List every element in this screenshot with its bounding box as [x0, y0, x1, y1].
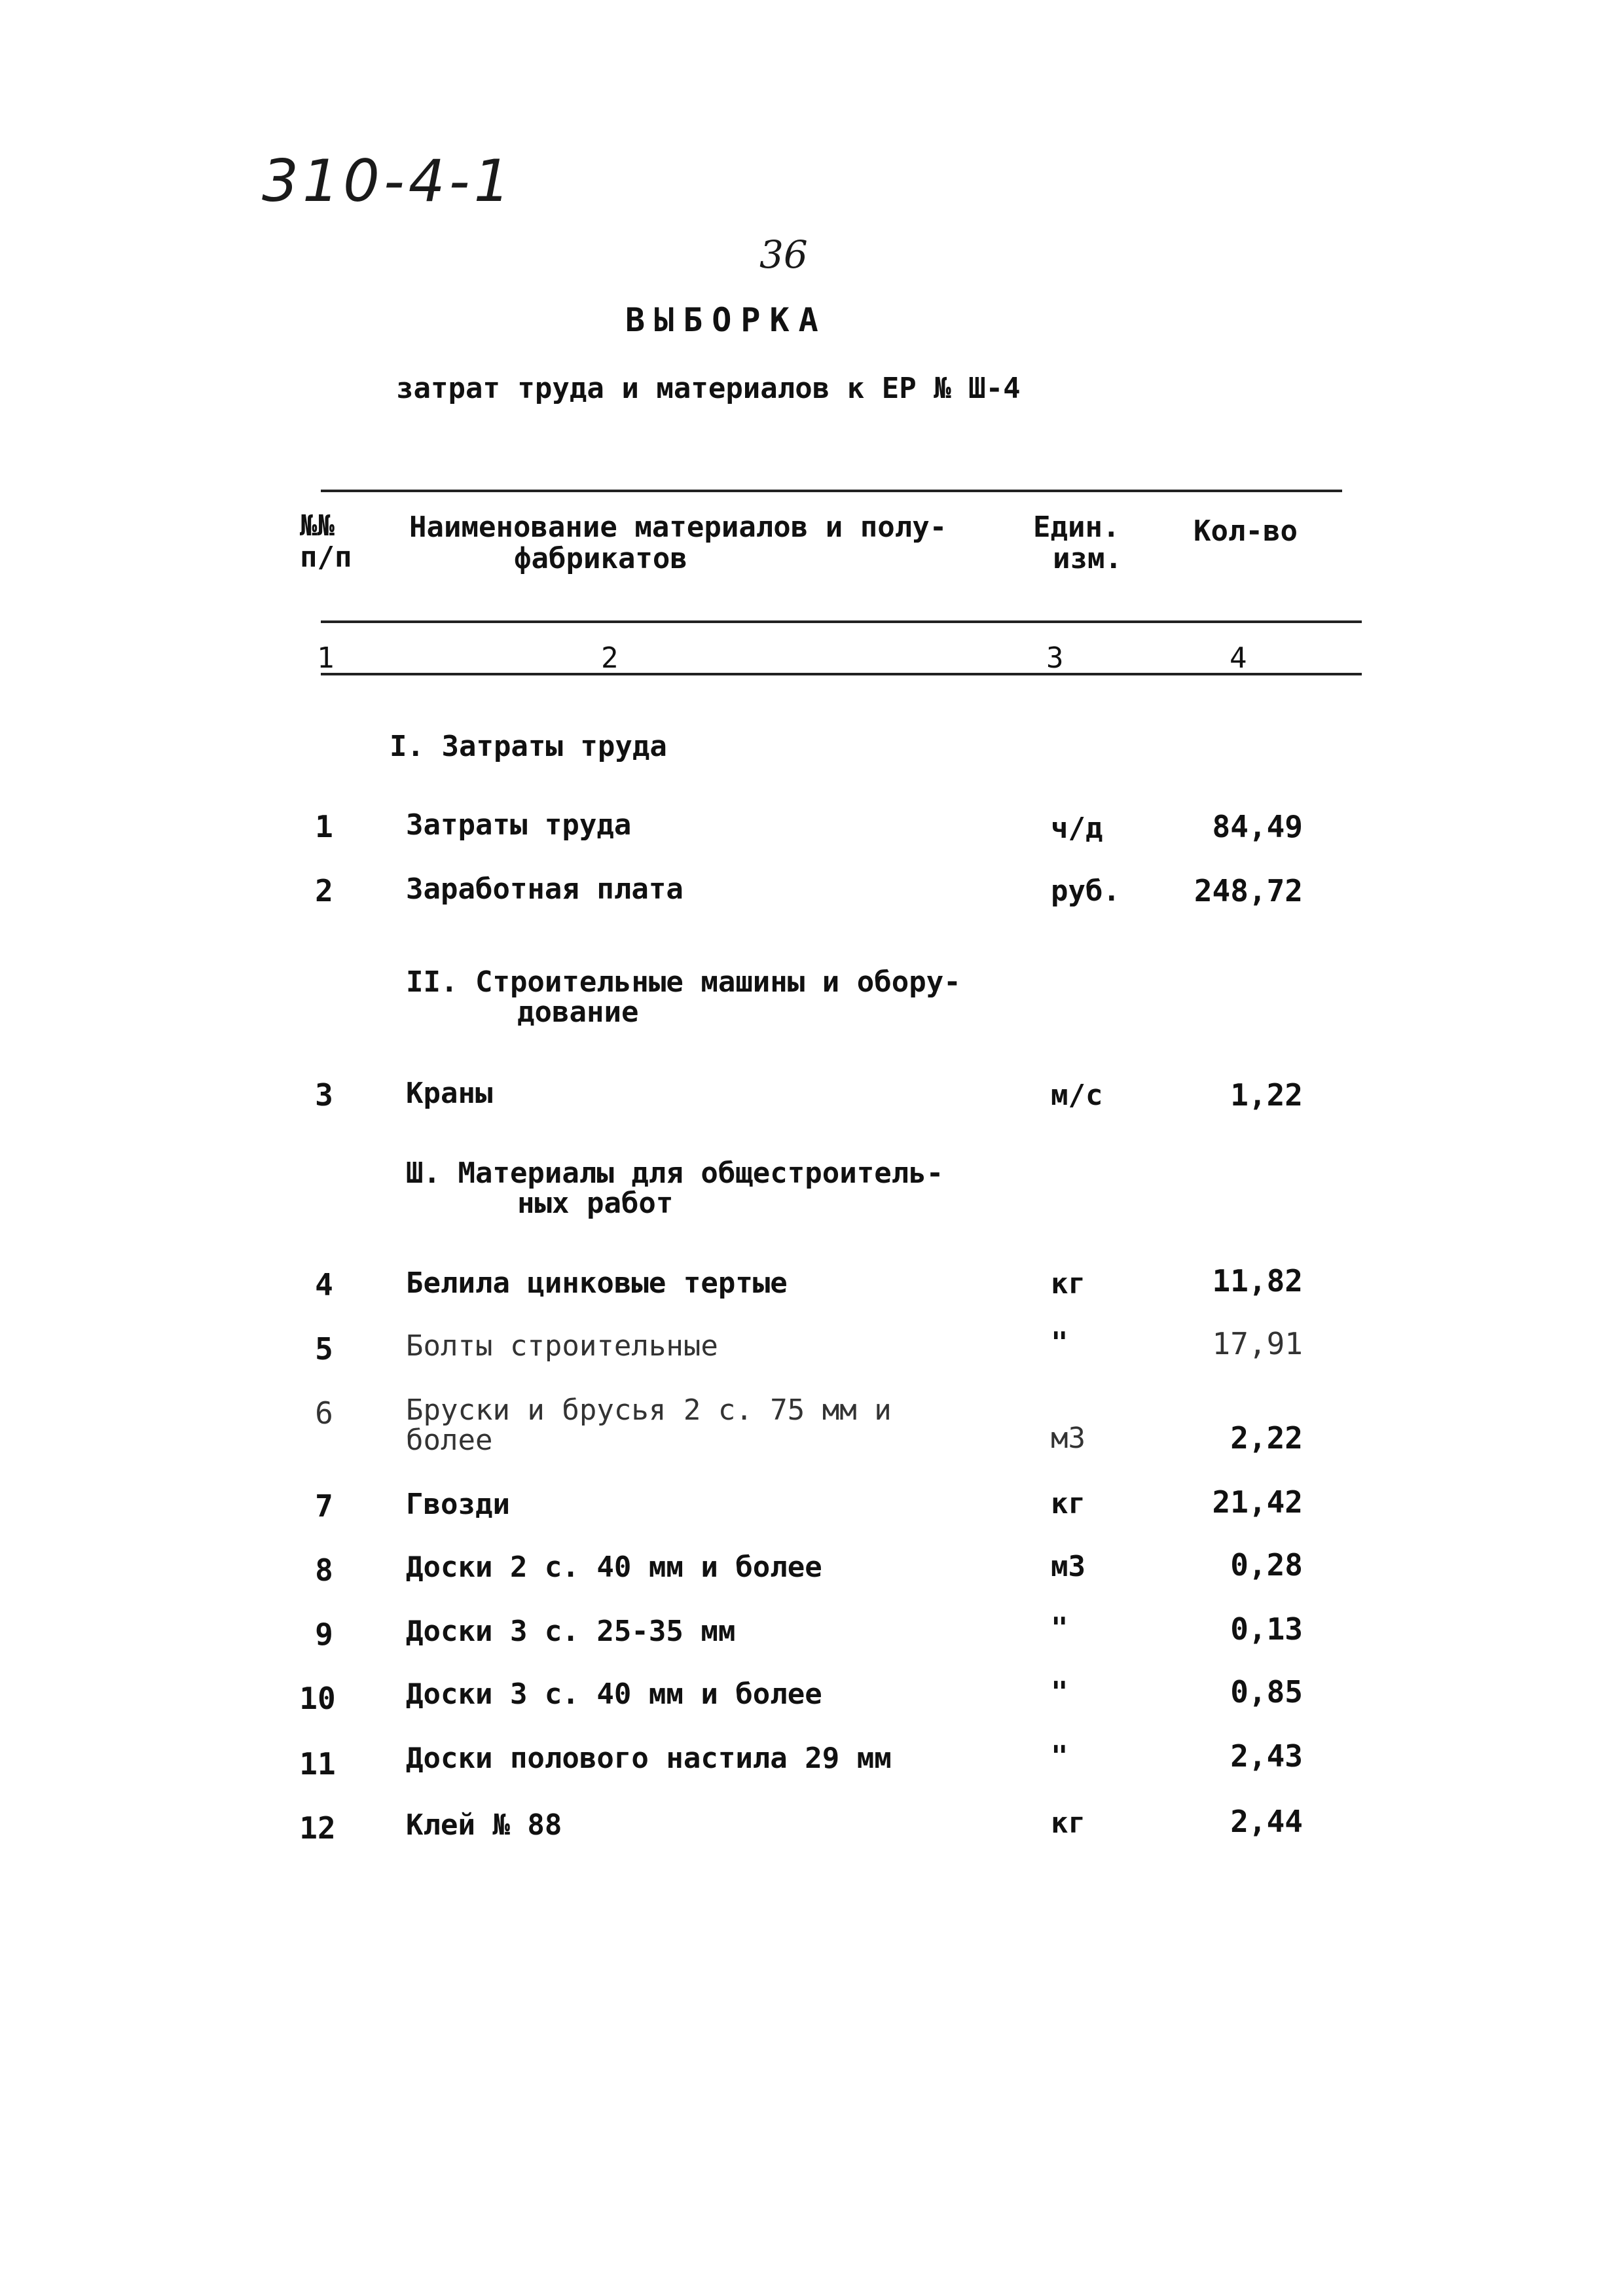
row-name-line1: Бруски и брусья 2 с. 75 мм и: [406, 1393, 892, 1427]
row-quantity: 248,72: [1194, 873, 1303, 908]
row-name: Белила цинковые тертые: [406, 1266, 788, 1300]
row-number: 8: [315, 1552, 333, 1588]
row-unit: кг: [1051, 1487, 1085, 1520]
row-name: Доски 2 с. 40 мм и более: [406, 1551, 822, 1584]
row-quantity: 1,22: [1230, 1077, 1303, 1113]
row-number: 2: [315, 873, 333, 908]
row-number: 9: [315, 1617, 333, 1652]
row-number: 4: [315, 1267, 333, 1302]
row-unit: м3: [1051, 1422, 1085, 1455]
column-header-name-line1: Наименование материалов и полу-: [409, 511, 947, 544]
row-number: 6: [315, 1395, 333, 1431]
column-header-name-line2: фабрикатов: [514, 542, 687, 575]
row-unit: ": [1051, 1676, 1068, 1709]
section-heading-machines-line1: II. Строительные машины и обору-: [406, 965, 961, 999]
row-number: 12: [299, 1810, 336, 1846]
row-unit: ч/д: [1051, 812, 1103, 845]
row-name: Клей № 88: [406, 1808, 562, 1842]
row-unit: ": [1051, 1326, 1068, 1359]
column-header-unit: [1033, 512, 1122, 575]
row-name: Болты строительные: [406, 1329, 718, 1363]
row-quantity: 0,13: [1230, 1611, 1303, 1647]
document-code: 310-4-1: [262, 147, 515, 215]
column-numbers-rule: [321, 673, 1362, 675]
row-name: Заработная плата: [406, 872, 684, 906]
column-number-3: 3: [1046, 641, 1064, 675]
column-number-1: 1: [317, 641, 335, 675]
row-name: Гвозди: [406, 1488, 510, 1521]
row-unit: кг: [1051, 1806, 1085, 1840]
row-unit: м/с: [1051, 1079, 1103, 1112]
document-subtitle: затрат труда и материалов к ЕР № Ш-4: [396, 372, 1021, 405]
row-unit: руб.: [1051, 874, 1120, 908]
row-name: Затраты труда: [406, 808, 632, 842]
column-number-4: 4: [1230, 641, 1247, 675]
section-heading-labor: [390, 732, 667, 762]
row-quantity: 84,49: [1212, 809, 1303, 844]
column-header-quantity: Кол-во: [1194, 514, 1298, 548]
document-title: ВЫБОРКА: [625, 301, 828, 339]
row-number: 10: [299, 1681, 336, 1716]
column-header-number-line1: №№: [300, 509, 335, 543]
section-heading-machines-line2: дование: [517, 996, 639, 1029]
section-heading-materials-line1: Ш. Материалы для общестроитель-: [406, 1157, 944, 1190]
row-quantity: 11,82: [1212, 1263, 1303, 1299]
section-heading-machines: [406, 967, 961, 1028]
row-quantity: 17,91: [1212, 1326, 1303, 1361]
row-number: 7: [315, 1488, 333, 1524]
section-heading-materials-line2: ных работ: [517, 1187, 674, 1220]
table-top-rule: [321, 490, 1342, 492]
row-unit: ": [1051, 1740, 1068, 1773]
row-number: 3: [315, 1077, 333, 1113]
row-unit: кг: [1051, 1267, 1085, 1300]
row-name: Доски полового настила 29 мм: [406, 1742, 892, 1775]
column-header-number: [300, 511, 352, 573]
row-quantity: 21,42: [1212, 1484, 1303, 1520]
row-unit: ": [1051, 1611, 1068, 1645]
column-header-unit-line1: Един.: [1033, 511, 1120, 544]
row-quantity: 2,44: [1230, 1804, 1303, 1839]
row-quantity: 0,85: [1230, 1674, 1303, 1710]
table-header-rule: [321, 620, 1362, 623]
page-number: 36: [759, 232, 808, 277]
row-name: Доски 3 с. 40 мм и более: [406, 1677, 822, 1711]
column-number-2: 2: [601, 641, 619, 675]
row-name: Краны: [406, 1077, 493, 1110]
row-quantity: 2,43: [1230, 1738, 1303, 1774]
row-unit: м3: [1051, 1550, 1085, 1583]
row-name: [406, 1395, 892, 1456]
row-number: 5: [315, 1331, 333, 1367]
row-quantity: 2,22: [1230, 1420, 1303, 1456]
section-heading-labor-line1: I. Затраты труда: [390, 730, 667, 763]
row-name-line2: более: [406, 1424, 493, 1457]
row-quantity: 0,28: [1230, 1547, 1303, 1583]
row-number: 1: [315, 809, 333, 844]
row-number: 11: [299, 1746, 336, 1782]
column-header-number-line2: п/п: [300, 541, 352, 574]
column-header-unit-line2: изм.: [1053, 542, 1122, 575]
column-header-name: [409, 512, 947, 575]
section-heading-materials: [406, 1158, 943, 1219]
row-name: Доски 3 с. 25-35 мм: [406, 1615, 736, 1648]
